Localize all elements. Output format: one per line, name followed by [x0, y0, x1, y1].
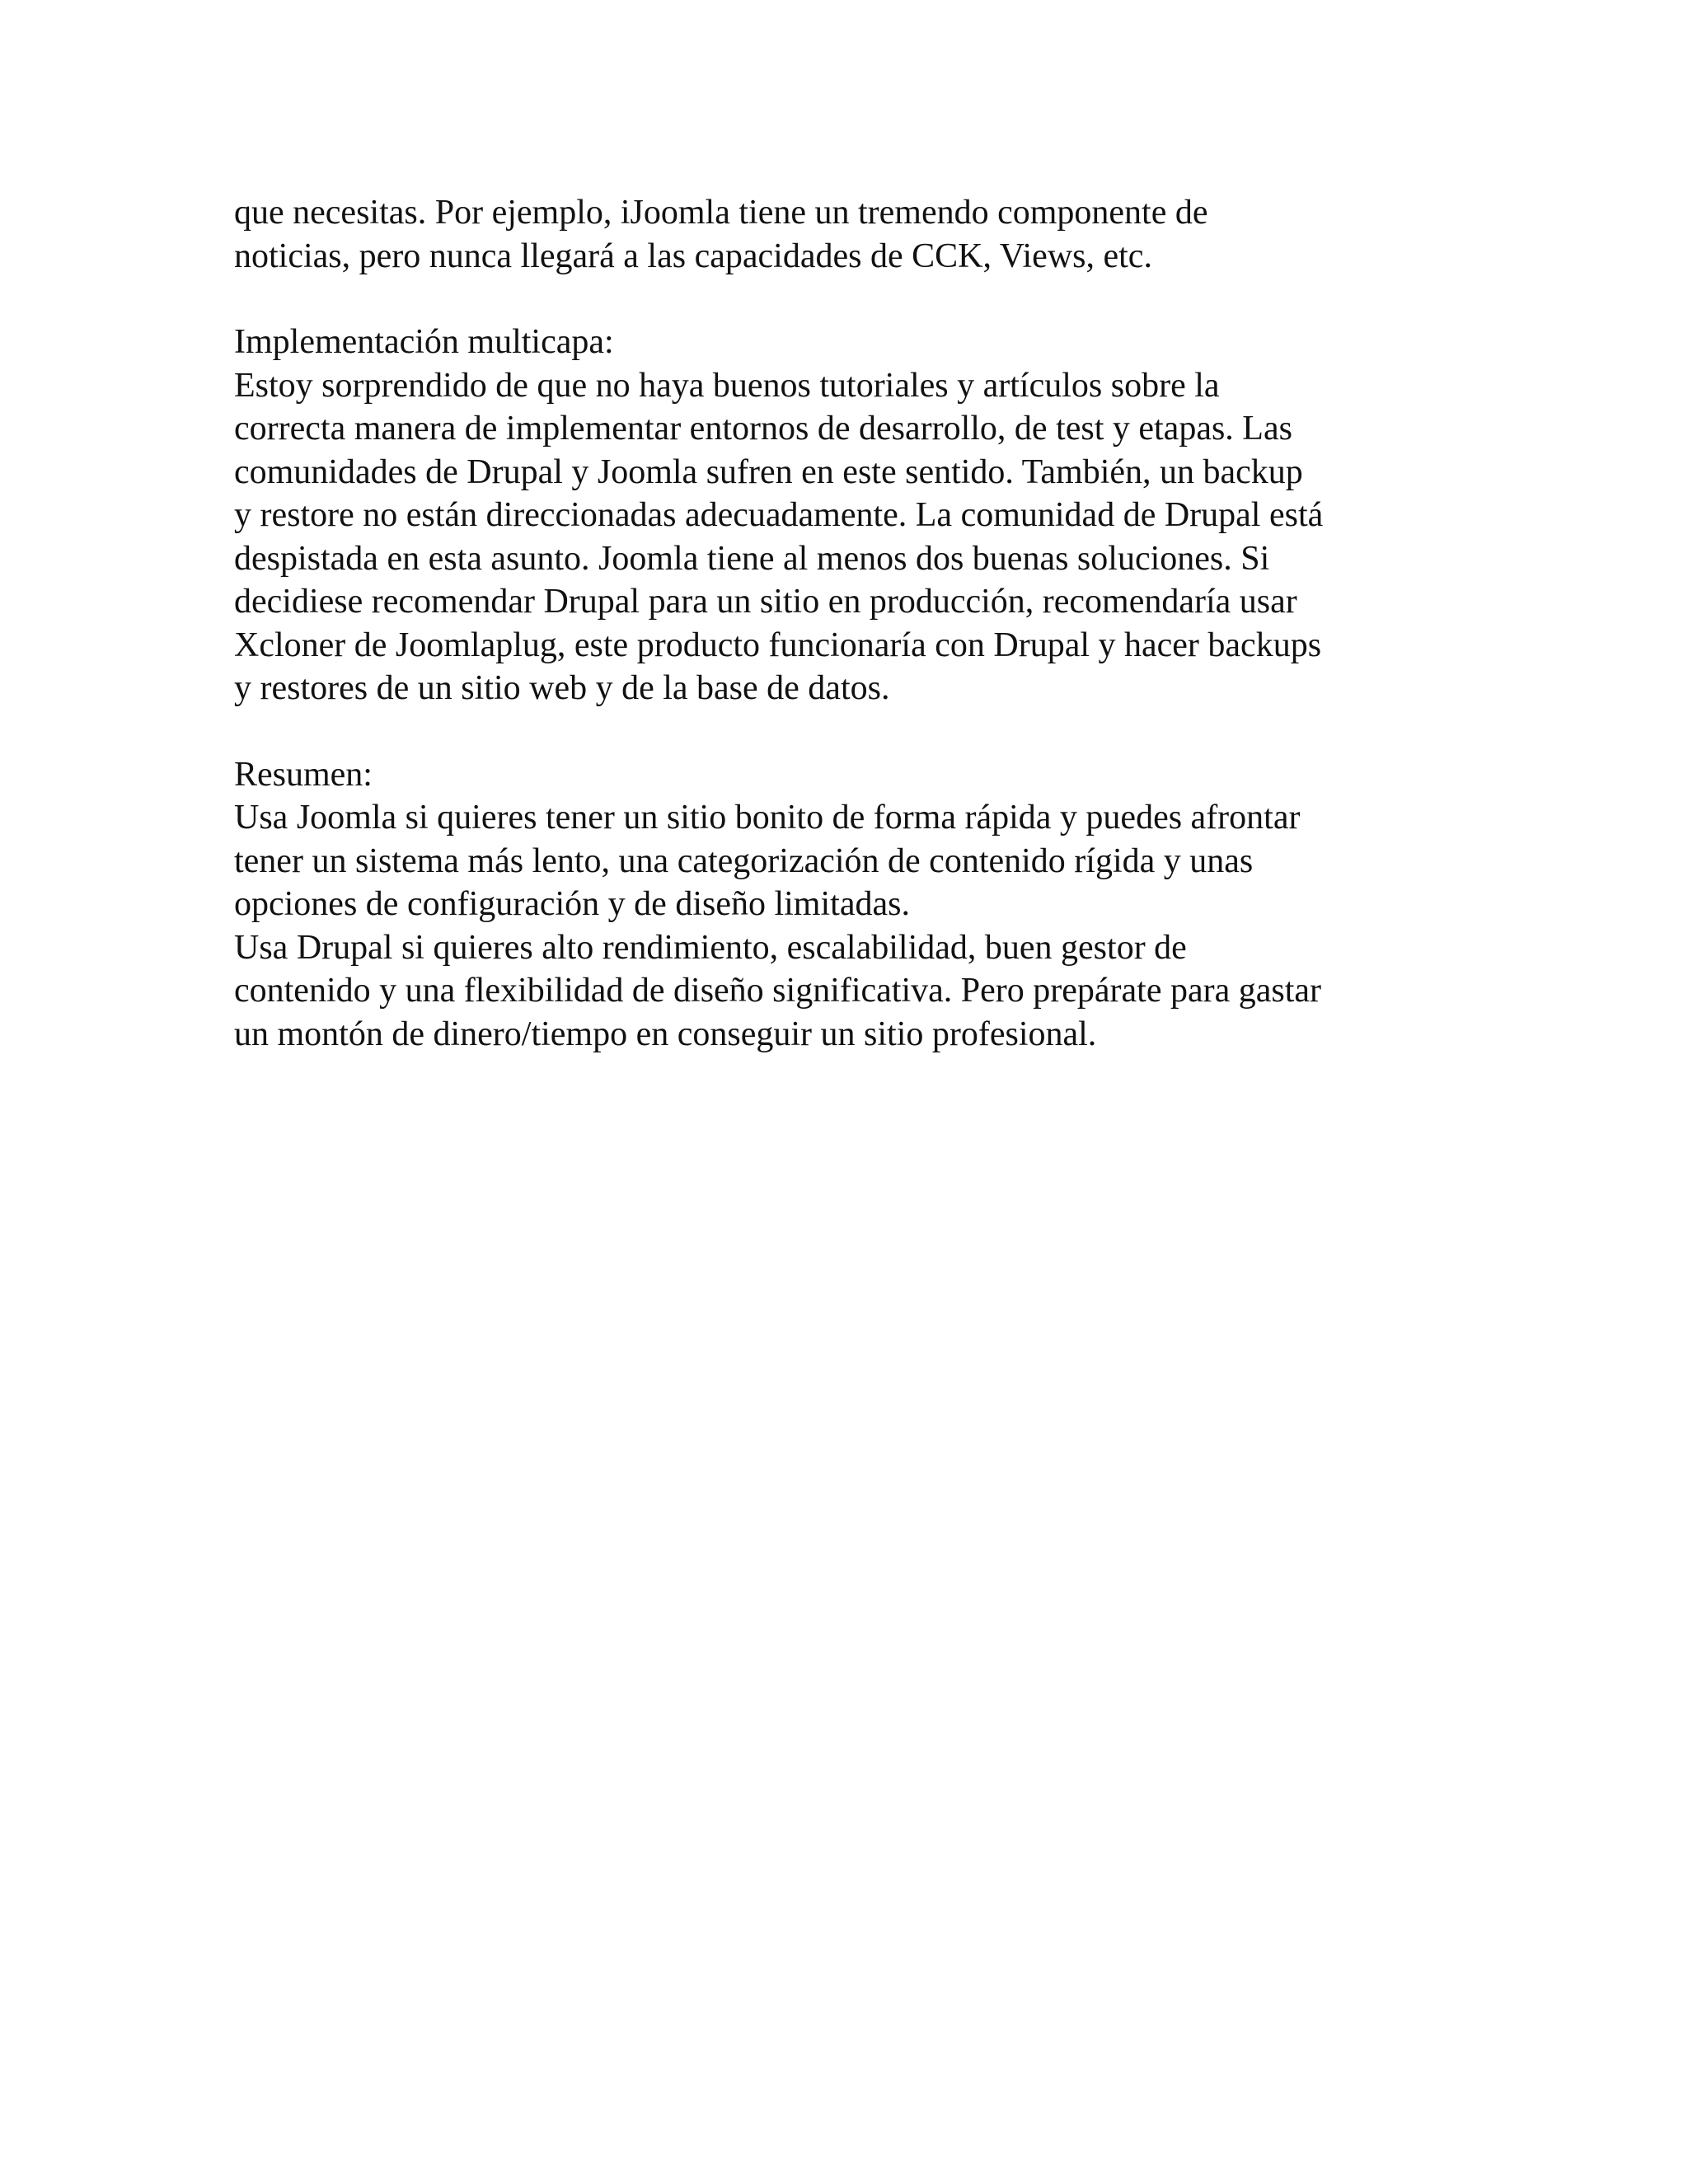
- paragraph-intro: [234, 191, 1470, 278]
- text-line: correcta manera de implementar entornos de desarrollo, de test y etapas. Las: [234, 410, 1292, 448]
- text-line: Usa Drupal si quieres alto rendimiento, escalabilidad, buen gestor de: [234, 928, 1187, 967]
- text-line: noticias, pero nunca llegará a las capacidades de CCK, Views, etc.: [234, 237, 1152, 275]
- text-line: decidiese recomendar Drupal para un sitio en producción, recomendaría usar: [234, 583, 1297, 621]
- document-body: [234, 191, 1470, 1056]
- text-line: que necesitas. Por ejemplo, iJoomla tiene un tremendo componente de: [234, 194, 1208, 232]
- text-line: Usa Joomla si quieres tener un sitio bonito de forma rápida y puedes afrontar: [234, 799, 1301, 837]
- section-heading: Resumen:: [234, 755, 373, 794]
- section-resumen: [234, 753, 1470, 1057]
- text-line: Xcloner de Joomlaplug, este producto funcionaría con Drupal y hacer backups: [234, 626, 1322, 664]
- paragraph-spacer: [234, 278, 1470, 321]
- section-heading: Implementación multicapa:: [234, 323, 614, 361]
- text-line: Estoy sorprendido de que no haya buenos tutoriales y artículos sobre la: [234, 366, 1220, 405]
- paragraph-spacer: [234, 710, 1470, 753]
- text-line: contenido y una flexibilidad de diseño significativa. Pero prepárate para gastar: [234, 972, 1322, 1010]
- text-line: tener un sistema más lento, una categorización de contenido rígida y unas: [234, 841, 1254, 880]
- text-line: y restores de un sitio web y de la base de datos.: [234, 669, 890, 707]
- section-multicapa: [234, 321, 1470, 710]
- text-line: despistada en esta asunto. Joomla tiene al menos dos buenas soluciones. Si: [234, 539, 1270, 578]
- text-line: opciones de configuración y de diseño limitadas.: [234, 885, 910, 923]
- text-line: comunidades de Drupal y Joomla sufren en este sentido. También, un backup: [234, 452, 1303, 491]
- text-line: un montón de dinero/tiempo en conseguir un sitio profesional.: [234, 1015, 1097, 1053]
- text-line: y restore no están direccionadas adecuadamente. La comunidad de Drupal está: [234, 496, 1324, 534]
